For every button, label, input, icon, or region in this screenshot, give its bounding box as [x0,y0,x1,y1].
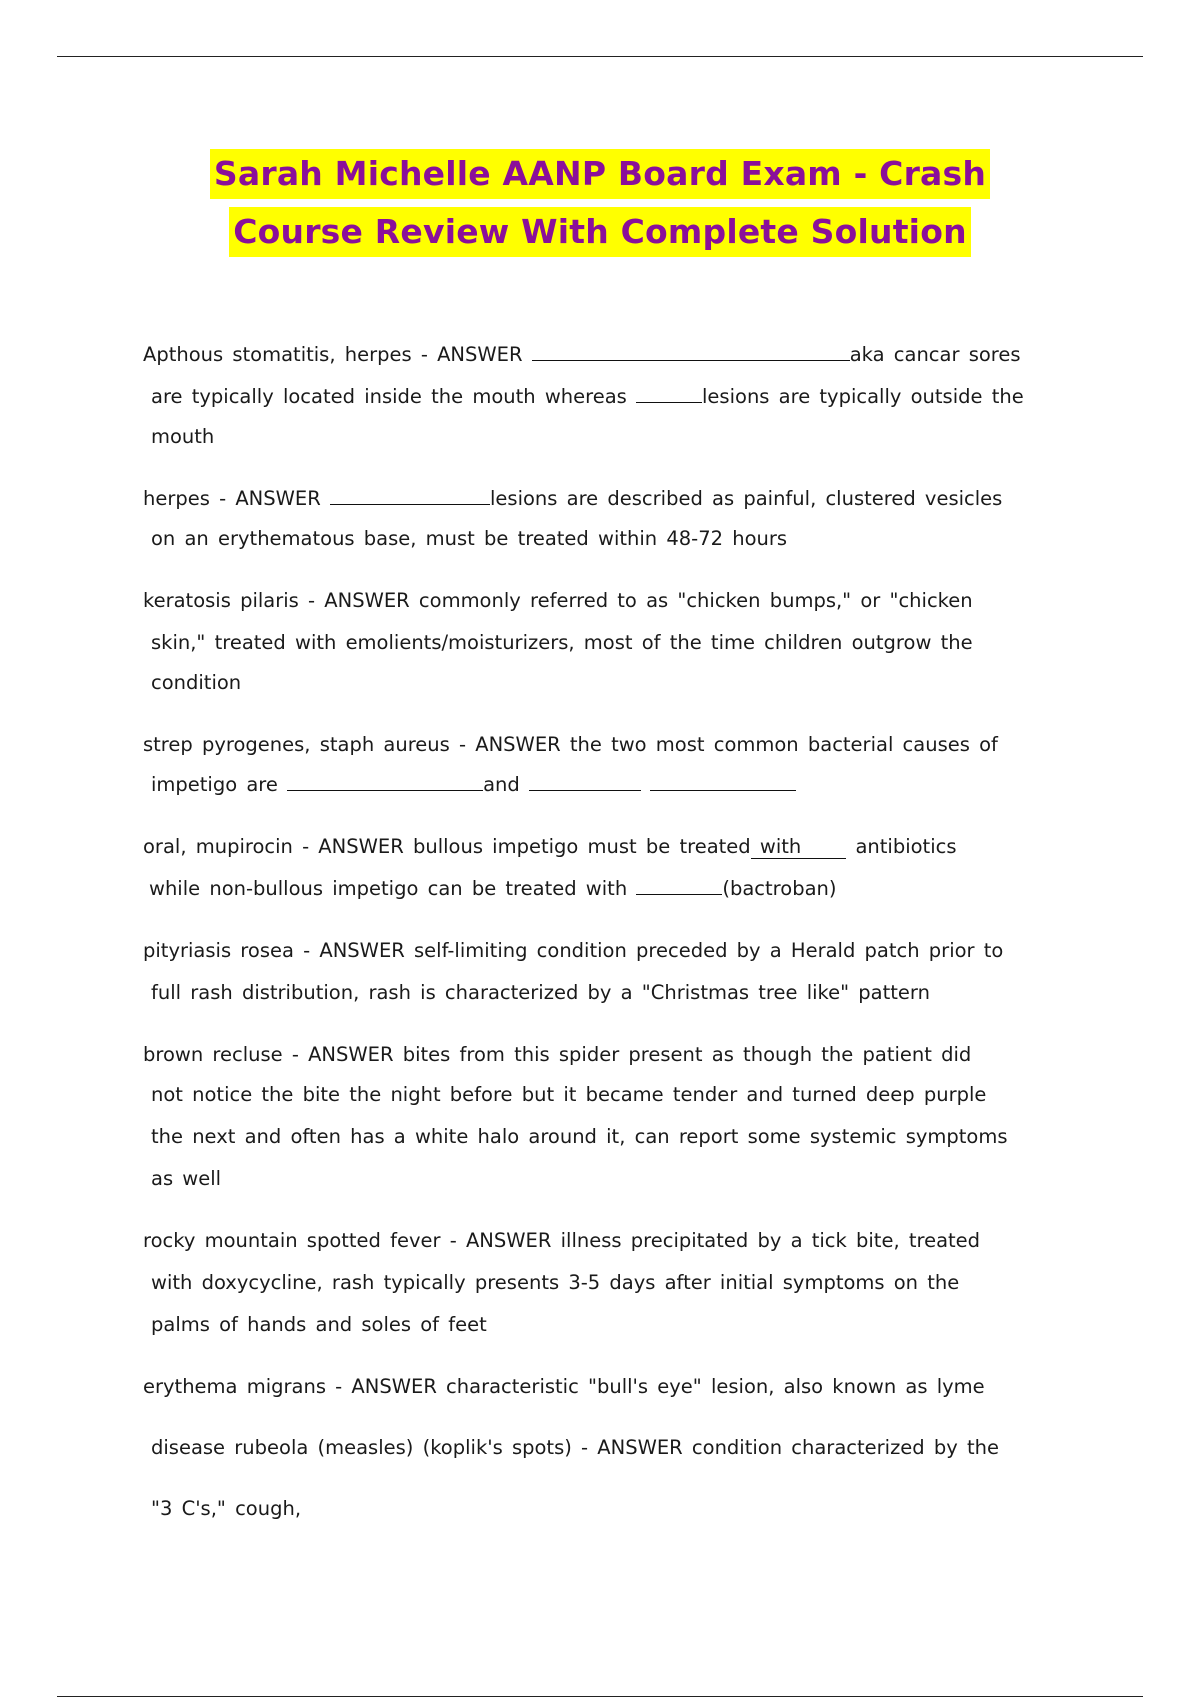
text-line: palms of hands and soles of feet [151,1313,487,1336]
title-line-1: Sarah Michelle AANP Board Exam - Crash [210,149,990,199]
text-line: brown recluse - ANSWER bites from this spider present as though the patient did [143,1043,972,1066]
header-rule [57,56,1143,57]
text-line: are typically located inside the mouth whereas lesions are typically outside the [151,385,1024,408]
text-line: with doxycycline, rash typically presents 3-5 days after initial symptoms on the [151,1271,960,1294]
text-line: oral, mupirocin - ANSWER bullous impetigo must be treated with antibiotics [143,835,957,858]
answer-fill-with: with [751,835,847,859]
text-line: while non-bullous impetigo can be treated with (bactroban) [149,877,837,900]
text-line: Apthous stomatitis, herpes - ANSWER aka cancar sores [143,343,1021,366]
text-line: keratosis pilaris - ANSWER commonly referred to as "chicken bumps," or "chicken [143,589,973,612]
text-line: strep pyrogenes, staph aureus - ANSWER the two most common bacterial causes of [143,733,998,756]
text-line: skin," treated with emolients/moisturizers, most of the time children outgrow the [151,631,973,654]
answer-blank [532,342,850,361]
text-line: herpes - ANSWER lesions are described as painful, clustered vesicles [143,487,1003,510]
text-line: rocky mountain spotted fever - ANSWER illness precipitated by a tick bite, treated [143,1229,981,1252]
text-line: not notice the bite the night before but it became tender and turned deep purple [151,1083,987,1106]
text-line: erythema migrans - ANSWER characteristic "bull's eye" lesion, also known as lyme [143,1375,985,1398]
answer-blank [636,876,722,895]
text-line: impetigo are and [151,772,796,798]
answer-blank [330,486,490,505]
answer-blank [529,772,641,791]
text-line: condition [151,671,242,694]
text-line: disease rubeola (measles) (koplik's spots) - ANSWER condition characterized by the [151,1436,1000,1459]
text-line: full rash distribution, rash is characterized by a "Christmas tree like" pattern [151,981,930,1004]
answer-blank [650,772,796,791]
text-line: pityriasis rosea - ANSWER self-limiting condition preceded by a Herald patch prior to [143,939,1004,962]
title-line-2: Course Review With Complete Solution [229,207,971,257]
text-line: mouth [151,425,215,448]
document-title [0,145,1200,261]
text-line: the next and often has a white halo around it, can report some systemic symptoms [151,1125,1008,1148]
footer-rule [57,1696,1143,1697]
answer-blank [287,772,483,791]
text-line: as well [151,1167,222,1190]
text-line: on an erythematous base, must be treated within 48-72 hours [151,527,788,550]
answer-blank [636,384,702,403]
text-line: "3 C's," cough, [151,1497,302,1520]
